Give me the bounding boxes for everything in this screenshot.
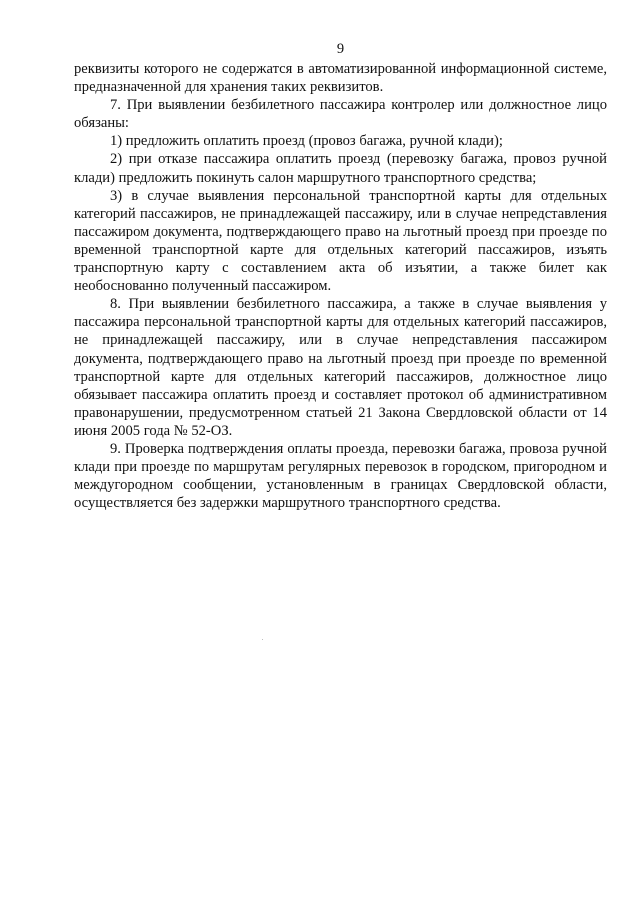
paragraph-item-8: 8. При выявлении безбилетного пассажира, а также в случае выявления у пассажира персональной транспортной карты для отдельных категорий пассажиров, не принадлежащей пассажиру, или в случае непредставления пассажиром документа, подтверждающего право на льготный проезд при проезде по временной транспортной карте для отдельных категорий пассажиров, должностное лицо обязывает пассажира оплатить проезд и составляет протокол об административном правонарушении, предусмотренном статьей 21 Закона Свердловской области от 14 июня 2005 года № 52-ОЗ. — [74, 296, 607, 439]
document-page — [74, 40, 607, 512]
paragraph-continuation: реквизиты которого не содержатся в автоматизированной информационной системе, предназначенной для хранения таких реквизитов. — [74, 61, 607, 96]
scan-speck — [262, 639, 263, 640]
paragraph-item-9: 9. Проверка подтверждения оплаты проезда, перевозки багажа, провоза ручной клади при проезде по маршрутам регулярных перевозок в городском, пригородном и междугородном сообщении, установленным в границах Свердловской области, осуществляется без задержки маршрутного транспортного средства. — [74, 440, 607, 512]
paragraph-subitem-1: 1) предложить оплатить проезд (провоз багажа, ручной клади); — [110, 133, 503, 150]
paragraph-subitem-3: 3) в случае выявления персональной транспортной карты для отдельных категорий пассажиров, не принадлежащей пассажиру, или в случае непредставления пассажиром документа, подтверждающего право на льготный проезд при проезде по временной транспортной карте для отдельных категорий пассажиров, изъять транспортную карту с составлением акта об изъятии, а также билет как необоснованно полученный пассажиром. — [74, 187, 607, 295]
page-number: 9 — [336, 41, 345, 57]
paragraph-subitem-2: 2) при отказе пассажира оплатить проезд (перевозку багажа, провоз ручной клади) предложить покинуть салон маршрутного транспортного средства; — [74, 151, 607, 186]
paragraph-item-7: 7. При выявлении безбилетного пассажира контролер или должностное лицо обязаны: — [74, 97, 607, 132]
